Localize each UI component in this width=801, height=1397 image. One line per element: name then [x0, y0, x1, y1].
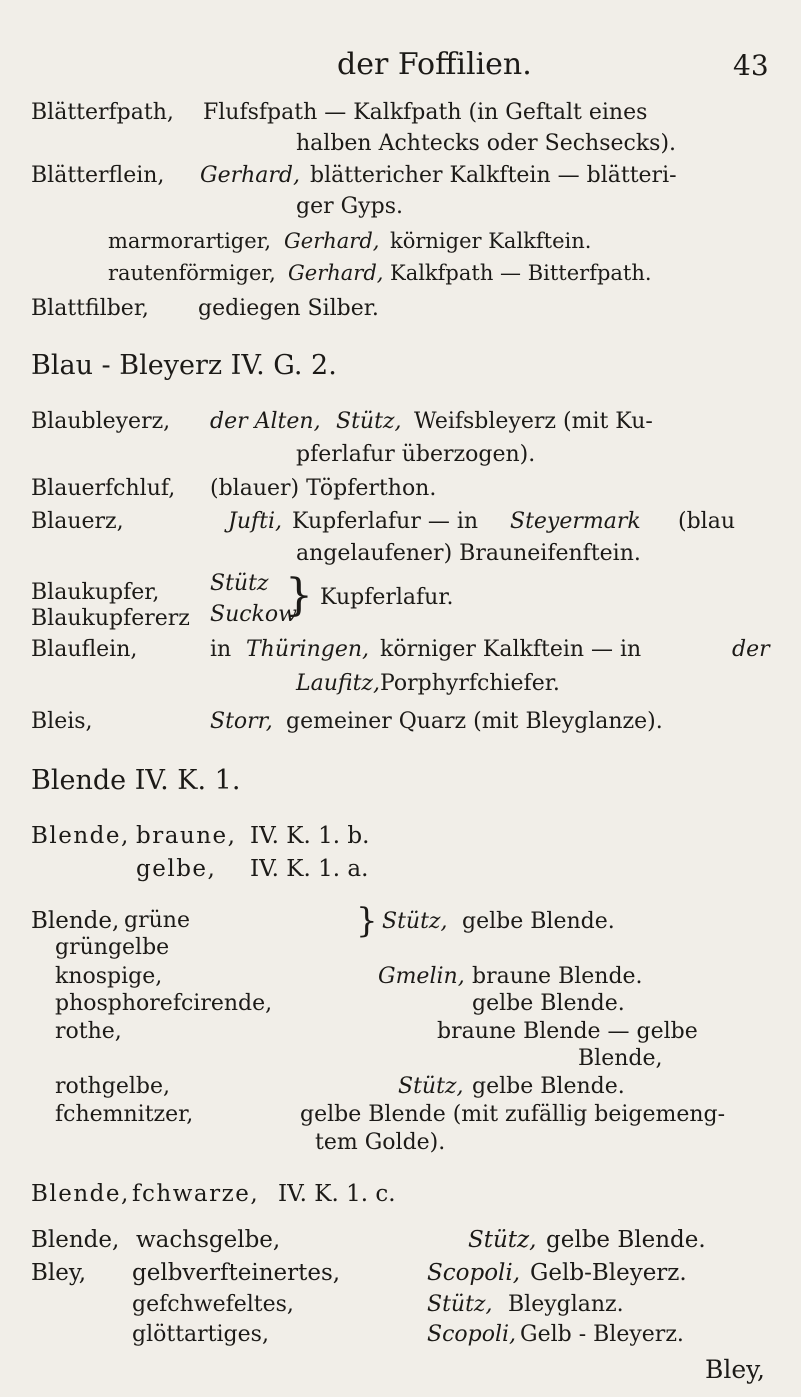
place-name: Steyermark — [510, 509, 641, 534]
entry-term: Blätterfpath, — [31, 100, 174, 125]
entry-term: Blende, — [31, 1227, 120, 1253]
author-name: der Alten, — [210, 409, 321, 434]
place-name: Laufitz, — [296, 671, 380, 696]
author-name: Stütz — [210, 571, 269, 596]
catchword: Bley, — [705, 1355, 765, 1384]
entry-text: in — [210, 637, 232, 662]
entry-term: Blaukupfererz — [31, 606, 190, 631]
entry-text: Gelb - Bleyerz. — [520, 1322, 684, 1347]
entry-text: Porphyrfchiefer. — [380, 671, 560, 696]
entry-text: gelbe Blende. — [472, 991, 625, 1016]
entry-text: gediegen Silber. — [198, 296, 379, 321]
entry-text: Kalkfpath — Bitterfpath. — [390, 261, 652, 285]
entry-text: braune Blende. — [472, 964, 643, 989]
brace: } — [356, 901, 378, 941]
section-heading: Blende IV. K. 1. — [31, 765, 241, 796]
author-name: Stütz, — [398, 1074, 464, 1099]
place-name: Thüringen, — [246, 637, 369, 662]
entry-subterm: gelbe, — [136, 856, 217, 882]
entry-text: gemeiner Quarz (mit Bleyglanze). — [286, 709, 663, 734]
brace: } — [285, 570, 313, 621]
page-number: 43 — [733, 49, 769, 82]
entry-text: gelbe Blende. — [462, 909, 615, 934]
author-name: Gerhard, — [200, 163, 300, 188]
entry-term: Bleis, — [31, 709, 93, 734]
entry-term: Blende, — [31, 823, 130, 849]
entry-text: Kupferlafur — in — [292, 509, 479, 534]
author-name: Stütz, — [468, 1227, 537, 1253]
entry-subterm: grüne — [124, 908, 190, 933]
entry-subterm: rothe, — [55, 1019, 122, 1044]
entry-text: Gelb-Bleyerz. — [530, 1260, 687, 1286]
entry-text: körniger Kalkftein. — [390, 229, 592, 253]
entry-text: Flufsfpath — Kalkfpath (in Geftalt eines — [203, 100, 648, 125]
entry-text: (blauer) Töpferthon. — [210, 476, 437, 501]
author-name: Jufti, — [228, 509, 283, 534]
entry-term: Blattfilber, — [31, 296, 149, 321]
entry-subterm: fchwarze, — [132, 1181, 260, 1207]
author-name: Gerhard, — [284, 229, 380, 253]
entry-subterm: fchemnitzer, — [55, 1102, 194, 1127]
entry-subterm: braune, — [136, 823, 237, 849]
entry-subterm: grüngelbe — [55, 935, 170, 960]
entry-term: Blauerz, — [31, 509, 124, 534]
author-name: Storr, — [210, 709, 273, 734]
author-name: Stütz, — [382, 909, 448, 934]
classification: IV. K. 1. b. — [250, 823, 370, 849]
entry-subterm: knospige, — [55, 964, 163, 989]
entry-text: blättericher Kalkftein — blätteri- — [310, 163, 677, 188]
entry-text: körniger Kalkftein — in — [380, 637, 642, 662]
entry-term: Blende, — [31, 1181, 130, 1207]
author-name: Scopoli, — [427, 1260, 521, 1286]
entry-subterm: gefchwefeltes, — [132, 1292, 294, 1317]
entry-text: Kupferlafur. — [320, 585, 454, 610]
entry-text: Bleyglanz. — [508, 1292, 624, 1317]
entry-text: angelaufener) Brauneifenftein. — [296, 541, 641, 566]
classification: IV. K. 1. a. — [250, 856, 369, 882]
entry-text: gelbe Blende. — [472, 1074, 625, 1099]
author-name: Gerhard, — [288, 261, 384, 285]
entry-text: (blau — [678, 509, 735, 534]
entry-subterm: glöttartiges, — [132, 1322, 269, 1347]
place-name: der — [732, 637, 770, 662]
entry-subterm: phosphorefcirende, — [55, 991, 273, 1016]
entry-text: halben Achtecks oder Sechsecks). — [296, 131, 677, 156]
entry-subterm: wachsgelbe, — [136, 1227, 281, 1253]
entry-term: Blätterflein, — [31, 163, 165, 188]
entry-text: gelbe Blende (mit zufällig beigemeng- — [300, 1102, 726, 1127]
entry-text: tem Golde). — [315, 1130, 446, 1155]
author-name: Suckow — [210, 602, 297, 627]
author-name: Stütz, — [427, 1292, 493, 1317]
entry-text: ger Gyps. — [296, 194, 403, 219]
entry-subterm: rothgelbe, — [55, 1074, 171, 1099]
entry-term: Blende, — [31, 908, 120, 934]
entry-subterm: rautenförmiger, — [108, 261, 276, 285]
author-name: Gmelin, — [378, 964, 465, 989]
entry-text: gelbe Blende. — [546, 1227, 706, 1253]
classification: IV. K. 1. c. — [278, 1181, 396, 1207]
entry-text: pferlafur überzogen). — [296, 442, 536, 467]
section-heading: Blau - Bleyerz IV. G. 2. — [31, 350, 337, 381]
author-name: Stütz, — [336, 409, 402, 434]
entry-text: Weifsbleyerz (mit Ku- — [414, 409, 653, 434]
entry-subterm: gelbverfteinertes, — [132, 1260, 341, 1286]
entry-text: braune Blende — gelbe — [437, 1019, 698, 1044]
entry-term: Bley, — [31, 1260, 87, 1286]
entry-term: Blauerfchluf, — [31, 476, 176, 501]
author-name: Scopoli, — [427, 1322, 517, 1347]
entry-term: Blaukupfer, — [31, 580, 160, 605]
entry-term: Blauflein, — [31, 637, 138, 662]
entry-text: Blende, — [578, 1046, 663, 1071]
running-title: der Foffilien. — [337, 47, 532, 82]
entry-subterm: marmorartiger, — [108, 229, 272, 253]
entry-term: Blaubleyerz, — [31, 409, 171, 434]
